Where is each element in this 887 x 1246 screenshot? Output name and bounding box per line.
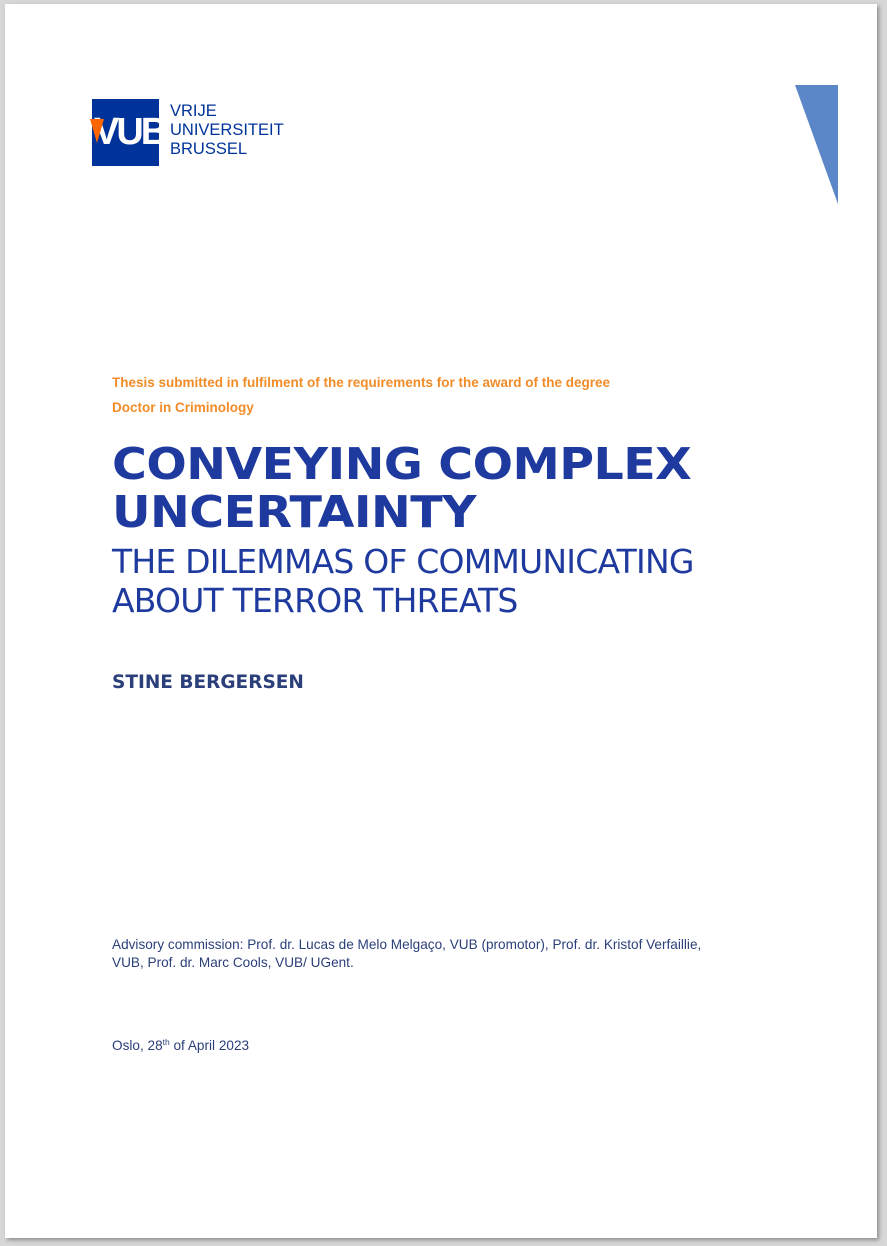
- place-and-date: [112, 1037, 249, 1055]
- advisory-line-2: VUB, Prof. dr. Marc Cools, VUB/ UGent.: [112, 955, 354, 970]
- submission-statement: [112, 371, 610, 420]
- vub-logo-letters: VUB: [94, 111, 166, 153]
- thesis-title: [112, 441, 691, 537]
- advisory-commission: [112, 936, 772, 972]
- thesis-subtitle: [112, 542, 694, 620]
- title-line-2: UNCERTAINTY: [112, 487, 476, 538]
- logo-line-2: UNIVERSITEIT: [170, 121, 284, 139]
- title-line-1: CONVEYING COMPLEX: [112, 439, 692, 490]
- accent-triangle-shape: [795, 85, 838, 204]
- submission-line-1: Thesis submitted in fulfilment of the requirements for the award of the degree: [112, 375, 611, 390]
- subtitle-line-2: ABOUT TERROR THREATS: [112, 581, 518, 620]
- vub-logo-orange-accent: [90, 119, 104, 143]
- vub-logo-wordmark: [170, 102, 284, 159]
- date-ordinal-suffix: th: [162, 1037, 170, 1047]
- logo-line-1: VRIJE: [170, 102, 217, 120]
- vub-logo: [90, 99, 290, 169]
- advisory-line-1: Advisory commission: Prof. dr. Lucas de Melo Melgaço, VUB (promotor), Prof. dr. Kristof Verfaillie,: [112, 937, 702, 952]
- degree-name: Doctor in Criminology: [112, 399, 254, 415]
- date-prefix: Oslo, 28: [112, 1038, 163, 1053]
- thesis-cover-page: [5, 4, 877, 1238]
- logo-line-3: BRUSSEL: [170, 140, 248, 158]
- date-suffix: of April 2023: [169, 1038, 250, 1053]
- subtitle-line-1: THE DILEMMAS OF COMMUNICATING: [112, 542, 694, 581]
- author-name: STINE BERGERSEN: [112, 672, 304, 693]
